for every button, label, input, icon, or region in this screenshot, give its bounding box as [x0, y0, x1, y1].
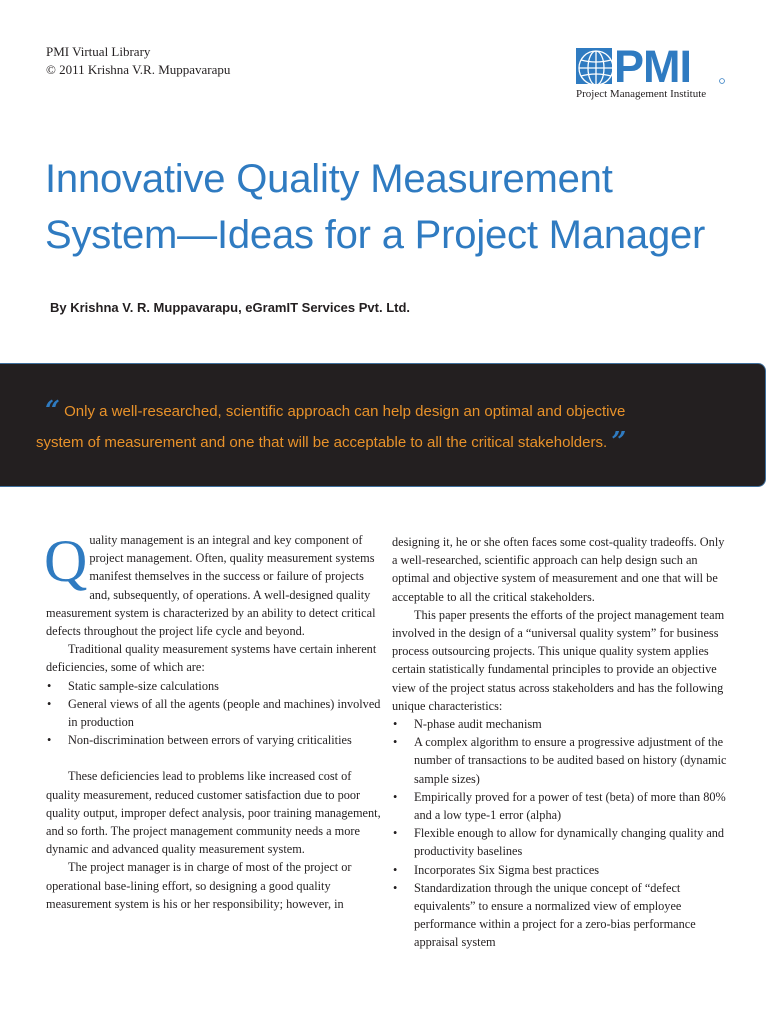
list-item: • Static sample-size calculations	[46, 677, 386, 695]
list-item: • General views of all the agents (people and machines) involved in production	[46, 695, 386, 731]
page-title	[45, 151, 705, 263]
quote-line-2: system of measurement and one that will be acceptable to all the critical stakeholders.	[36, 434, 608, 451]
list-item: • Flexible enough to allow for dynamically changing quality and productivity baselines	[392, 824, 732, 860]
list-item: • Non-discrimination between errors of varying criticalities	[46, 731, 386, 749]
list-item: • Standardization through the unique concept of “defect equivalents” to ensure a normalized view of employee performance within a project for a zero-bias performance appraisal system	[392, 879, 732, 952]
list-item: • Empirically proved for a power of test (beta) of more than 80% and a low type-1 error (alpha)	[392, 788, 732, 824]
document-header	[46, 43, 230, 79]
pull-quote	[36, 396, 736, 458]
logo-subtitle: Project Management Institute	[576, 88, 707, 100]
characteristics-list	[392, 715, 732, 952]
intro-paragraph: Quality management is an integral and key component of project management. Often, quality measurement systems manifest themselves in the success or failure of projects and, subsequently, of operations. A well-designed quality measurement system is characterized by an ability to detect critical defects throughout the project life cycle and beyond.	[44, 528, 376, 639]
title-line-1: Innovative Quality Measurement	[45, 157, 613, 201]
problems-paragraph: These deficiencies lead to problems like increased cost of quality measurement, reduced customer satisfaction due to poor quality output, improper defect analysis, poor training management, and so forth. The project management community needs a more dynamic and advanced quality measurement system.	[46, 769, 381, 857]
project-manager-paragraph: The project manager is in charge of most of the project or operational base-lining effort, so designing a good quality measurement system is his or her responsibility; however, in	[46, 860, 352, 911]
copyright-line: © 2011 Krishna V.R. Muppavarapu	[46, 62, 231, 77]
author-byline: By Krishna V. R. Muppavarapu, eGramIT Services Pvt. Ltd.	[50, 300, 411, 315]
globe-icon	[576, 46, 726, 86]
deficiency-list	[46, 677, 386, 750]
list-item: • A complex algorithm to ensure a progressive adjustment of the number of transactions to be audited based on history (dynamic sample sizes)	[392, 733, 732, 788]
logo-letters: PMI	[614, 46, 692, 86]
open-quote-icon: “	[45, 396, 60, 426]
library-name: PMI Virtual Library	[46, 44, 151, 59]
list-item: • Incorporates Six Sigma best practices	[392, 861, 732, 879]
quote-line-1: Only a well-researched, scientific approach can help design an optimal and objective	[64, 403, 626, 420]
deficiencies-intro: Traditional quality measurement systems have certain inherent deficiencies, some of which are:	[46, 642, 377, 675]
close-quote-icon: ”	[611, 427, 627, 457]
pmi-logo	[576, 46, 726, 104]
paper-overview-paragraph: This paper presents the efforts of the project management team involved in the design of a “universal quality system” for business process outsourcing projects. This unique quality system applies certain statistically fundamental principles to provide an objective view of the project status across stakeholders and has the following unique characteristics:	[392, 607, 725, 713]
title-line-2: System—Ideas for a Project Manager	[45, 213, 706, 257]
left-column	[44, 528, 386, 913]
tradeoff-paragraph: designing it, he or she often faces some cost-quality tradeoffs. Only a well-researched, scientific approach can help design such an optimal and objective system of measurement and one that will be acceptable to all the critical stakeholders.	[392, 535, 725, 604]
drop-cap: Q	[44, 528, 88, 594]
pull-quote-box	[0, 363, 766, 487]
list-item: • N-phase audit mechanism	[392, 715, 732, 733]
right-column	[392, 533, 732, 952]
